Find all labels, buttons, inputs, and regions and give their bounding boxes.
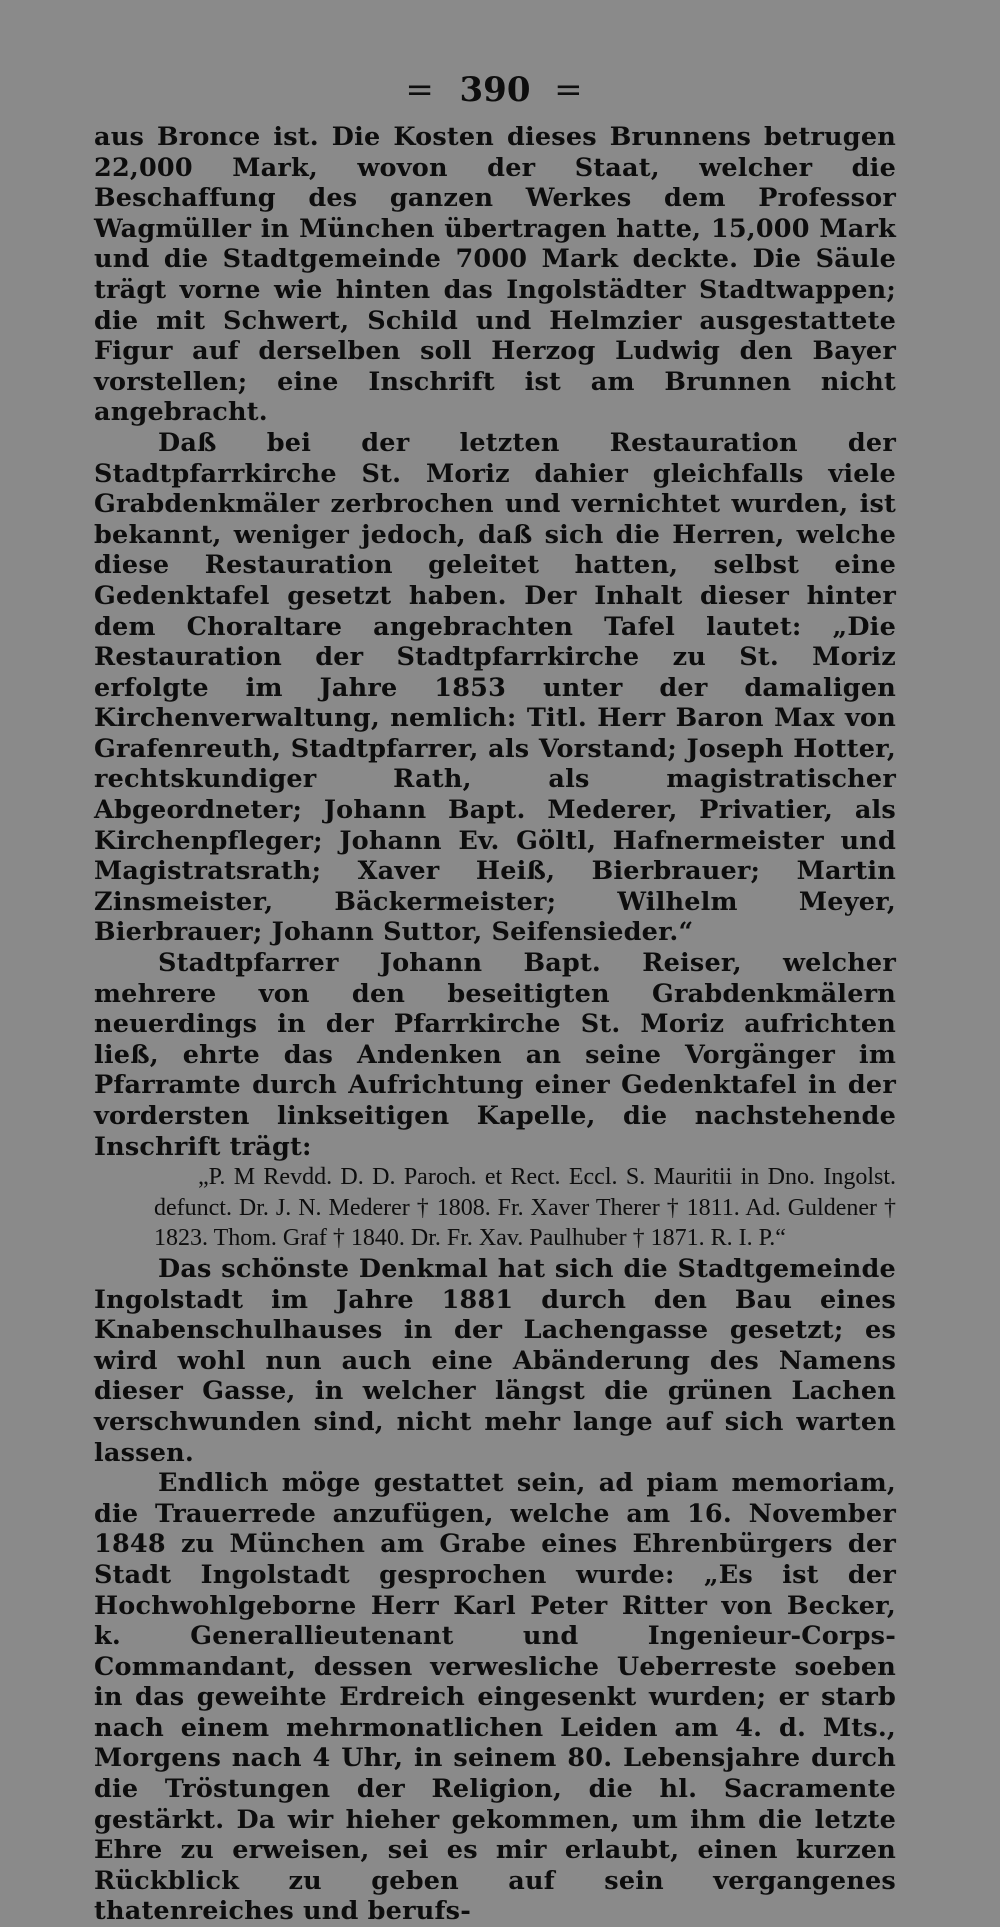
paragraph-1: aus Bronce ist. Die Kosten dieses Brunnens betrugen 22,000 Mark, wovon der Staat, welcher die Beschaffung des ganzen Werkes dem Professor Wagmüller in München übertragen hatte, 15,000 Mark und die Stadtgemeinde 7000 Mark deckte. Die Säule trägt vorne wie hinten das Ingolstädter Stadtwappen; die mit Schwert, Schild und Helmzier ausgestattete Figur auf derselben soll Herzog Ludwig den Bayer vorstellen; eine Inschrift ist am Brunnen nicht angebracht. bbox=[94, 122, 896, 428]
paragraph-4: Das schönste Denkmal hat sich die Stadtgemeinde Ingolstadt im Jahre 1881 durch den Bau eines Knabenschulhauses in der Lachengasse gesetzt; es wird wohl nun auch eine Abänderung des Namens dieser Gasse, in welcher längst die grünen Lachen verschwunden sind, nicht mehr lange auf sich warten lassen. bbox=[94, 1253, 896, 1468]
paragraph-3: Stadtpfarrer Johann Bapt. Reiser, welcher mehrere von den beseitigten Grabdenkmälern neuerdings in der Pfarrkirche St. Moriz aufrichten ließ, ehrte das Andenken an seine Vorgänger im Pfarramte durch Aufrichtung einer Gedenktafel in der vordersten linkseitigen Kapelle, die nachstehende Inschrift trägt: bbox=[94, 948, 896, 1162]
page-number: 390 bbox=[459, 70, 531, 110]
inscription-text: „P. M Revdd. D. D. Paroch. et Rect. Eccl. S. Mauritii in Dno. Ingolst. defunct. Dr. J. N. Mederer † 1808. Fr. Xaver Therer † 1811. Ad. Guldener † 1823. Thom. Graf † 1840. Dr. Fr. Xav. Paulhuber † 1871. R. I. P.“ bbox=[154, 1164, 896, 1252]
header-dash-left: = bbox=[405, 70, 436, 110]
page-header bbox=[94, 60, 896, 120]
paragraph-5: Endlich möge gestattet sein, ad piam memoriam, die Trauerrede anzufügen, welche am 16. November 1848 zu München am Grabe eines Ehrenbürgers der Stadt Ingolstadt gesprochen wurde: „Es ist der Hochwohlgeborne Herr Karl Peter Ritter von Becker, k. Generallieutenant und Ingenieur-Corps-Commandant, dessen verwesliche Ueberreste soeben in das geweihte Erdreich eingesenkt wurden; er starb nach einem mehrmonatlichen Leiden am 4. d. Mts., Morgens nach 4 Uhr, in seinem 80. Lebensjahre durch die Tröstungen der Religion, die hl. Sacramente gestärkt. Da wir hieher gekommen, um ihm die letzte Ehre zu erweisen, sei es mir erlaubt, einen kurzen Rückblick zu geben auf sein vergangenes thatenreiches und berufs- bbox=[94, 1468, 896, 1927]
header-dash-right: = bbox=[554, 70, 585, 110]
paragraph-2: Daß bei der letzten Restauration der Stadtpfarrkirche St. Moriz dahier gleichfalls viele Grabdenkmäler zerbrochen und vernichtet wurden, ist bekannt, weniger jedoch, daß sich die Herren, welche diese Restauration geleitet hatten, selbst eine Gedenktafel gesetzt haben. Der Inhalt dieser hinter dem Choraltare angebrachten Tafel lautet: „Die Restauration der Stadtpfarrkirche zu St. Moriz erfolgte im Jahre 1853 unter der damaligen Kirchenverwaltung, nemlich: Titl. Herr Baron Max von Grafenreuth, Stadtpfarrer, als Vorstand; Joseph Hotter, rechtskundiger Rath, als magistratischer Abgeordneter; Johann Bapt. Mederer, Privatier, als Kirchenpfleger; Johann Ev. Göltl, Hafnermeister und Magistratsrath; Xaver Heiß, Bierbrauer; Martin Zinsmeister, Bäckermeister; Wilhelm Meyer, Bierbrauer; Johann Suttor, Seifensieder.“ bbox=[94, 427, 896, 948]
